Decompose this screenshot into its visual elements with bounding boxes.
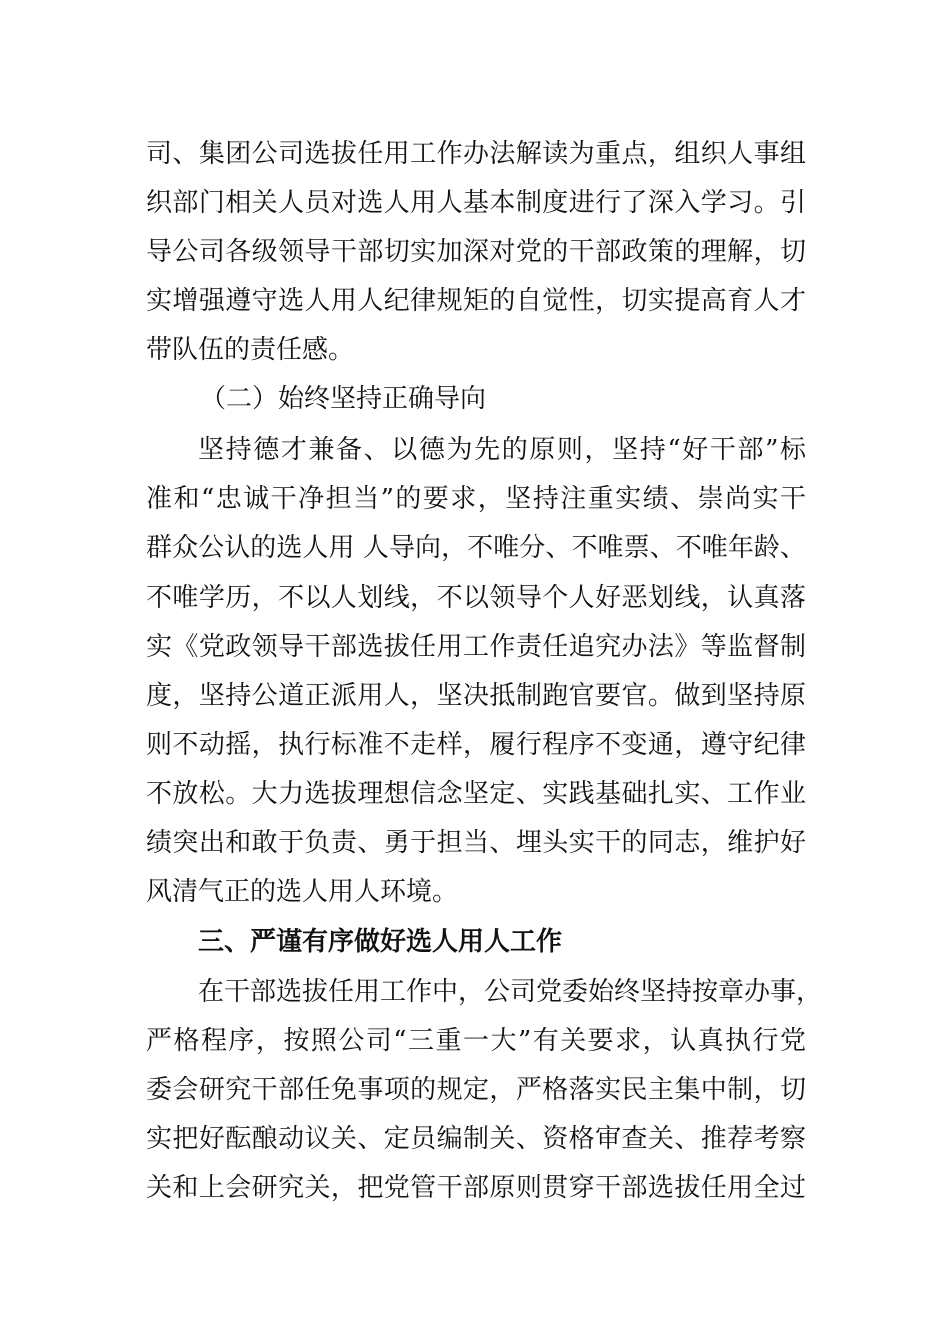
body-line: 准和“忠诚干净担当”的要求，坚持注重实绩、崇尚实干: [146, 484, 806, 514]
body-line: 群众公认的选人用 人导向，不唯分、不唯票、不唯年龄、: [146, 533, 806, 563]
body-line: 严格程序，按照公司“三重一大”有关要求，认真执行党: [146, 1026, 806, 1056]
subsection-heading: （二）始终坚持正确导向: [200, 384, 487, 414]
body-line: 风清气正的选人用人环境。: [146, 877, 459, 907]
body-line: 委会研究干部任免事项的规定，严格落实民主集中制，切: [146, 1075, 806, 1105]
body-line: 关和上会研究关，把党管干部原则贯穿干部选拔任用全过: [146, 1173, 806, 1203]
body-line: 绩突出和敢于负责、勇于担当、埋头实干的同志，维护好: [146, 828, 806, 858]
body-line: 织部门相关人员对选人用人基本制度进行了深入学习。引: [146, 188, 806, 218]
body-line: 坚持德才兼备、以德为先的原则，坚持“好干部”标: [198, 435, 806, 465]
body-line: 实增强遵守选人用人纪律规矩的自觉性，切实提高育人才: [146, 286, 806, 316]
body-line: 实《党政领导干部选拔任用工作责任追究办法》等监督制: [146, 632, 806, 662]
body-line: 不唯学历，不以人划线，不以领导个人好恶划线，认真落: [146, 583, 806, 613]
body-line: 导公司各级领导干部切实加深对党的干部政策的理解，切: [146, 237, 806, 267]
body-line: 度，坚持公道正派用人，坚决抵制跑官要官。做到坚持原: [146, 681, 806, 711]
body-line: 司、集团公司选拔任用工作办法解读为重点，组织人事组: [146, 139, 806, 169]
body-line: 不放松。大力选拔理想信念坚定、实践基础扎实、工作业: [146, 779, 806, 809]
body-line: 实把好酝酿动议关、定员编制关、资格审查关、推荐考察: [146, 1124, 806, 1154]
body-line: 在干部选拔任用工作中，公司党委始终坚持按章办事，: [198, 977, 823, 1007]
section-heading: 三、严谨有序做好选人用人工作: [198, 927, 563, 957]
body-line: 带队伍的责任感。: [146, 335, 355, 365]
body-line: 则不动摇，执行标准不走样，履行程序不变通，遵守纪律: [146, 730, 806, 760]
